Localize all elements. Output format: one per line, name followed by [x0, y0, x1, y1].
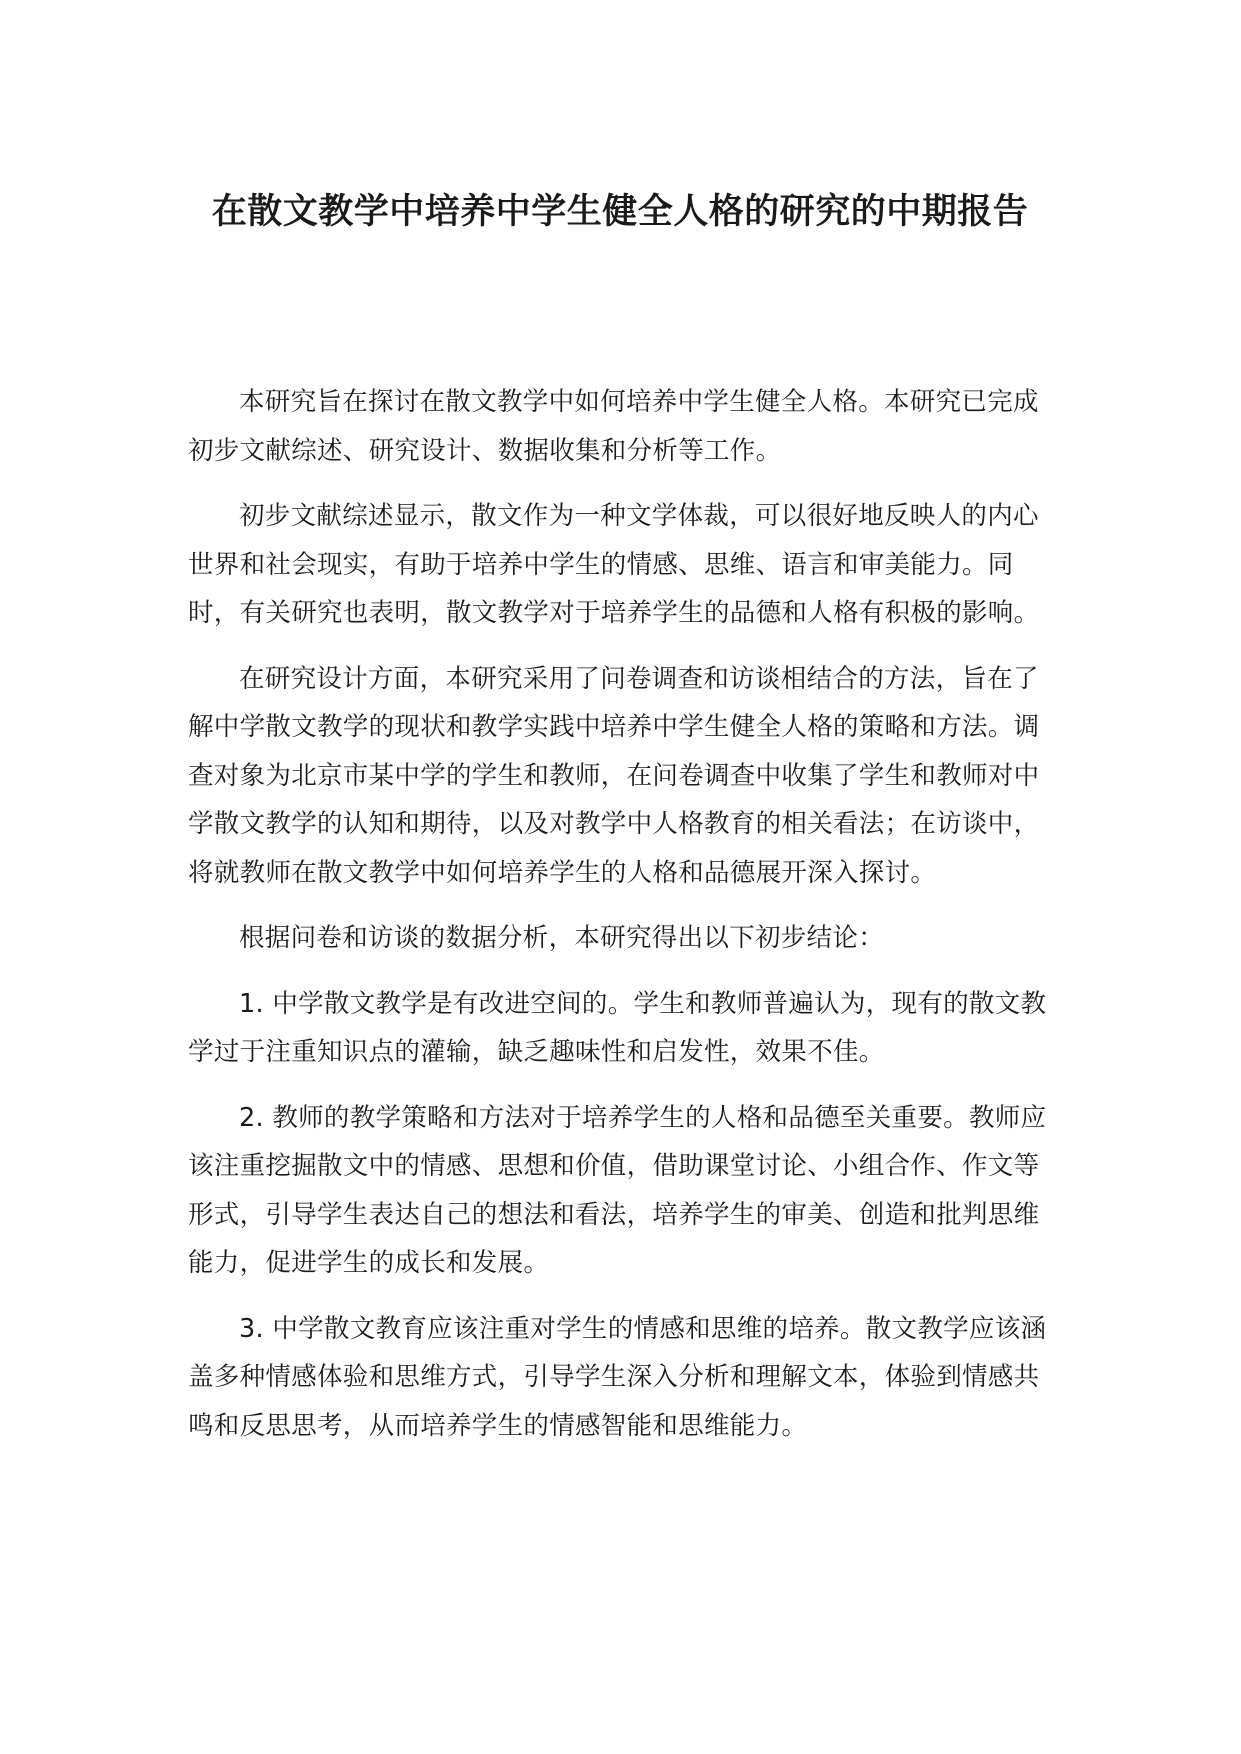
paragraph-intro: 本研究旨在探讨在散文教学中如何培养中学生健全人格。本研究已完成初步文献综述、研究设计、数据收集和分析等工作。	[188, 387, 1039, 466]
paragraph-conclusions-intro: 根据问卷和访谈的数据分析，本研究得出以下初步结论：	[239, 923, 885, 953]
paragraph-conclusion-1: 1. 中学散文教学是有改进空间的。学生和教师普遍认为，现有的散文教学过于注重知识点的灌输，缺乏趣味性和启发性，效果不佳。	[188, 988, 1047, 1067]
document-body	[188, 378, 1060, 1467]
document-title: 在散文教学中培养中学生健全人格的研究的中期报告	[211, 192, 1029, 232]
paragraph-literature-review: 初步文献综述显示，散文作为一种文学体裁，可以很好地反映人的内心世界和社会现实，有助于培养中学生的情感、思维、语言和审美能力。同时，有关研究也表明，散文教学对于培养学生的品德和人格有积极的影响。	[188, 501, 1040, 628]
paragraph-conclusion-2: 2. 教师的教学策略和方法对于培养学生的人格和品德至关重要。教师应该注重挖掘散文中的情感、思想和价值，借助课堂讨论、小组合作、作文等形式，引导学生表达自己的想法和看法，培养学生的审美、创造和批判思维能力，促进学生的成长和发展。	[188, 1102, 1047, 1278]
paragraph-conclusion-3: 3. 中学散文教育应该注重对学生的情感和思维的培养。散文教学应该涵盖多种情感体验和思维方式，引导学生深入分析和理解文本，体验到情感共鸣和反思思考，从而培养学生的情感智能和思维能力。	[188, 1313, 1047, 1441]
paragraph-research-design: 在研究设计方面，本研究采用了问卷调查和访谈相结合的方法，旨在了解中学散文教学的现状和教学实践中培养中学生健全人格的策略和方法。调查对象为北京市某中学的学生和教师，在问卷调查中收集了学生和教师对中学散文教学的认知和期待，以及对教学中人格教育的相关看法；在访谈中，将就教师在散文教学中如何培养学生的人格和品德展开深入探讨。	[188, 663, 1040, 888]
